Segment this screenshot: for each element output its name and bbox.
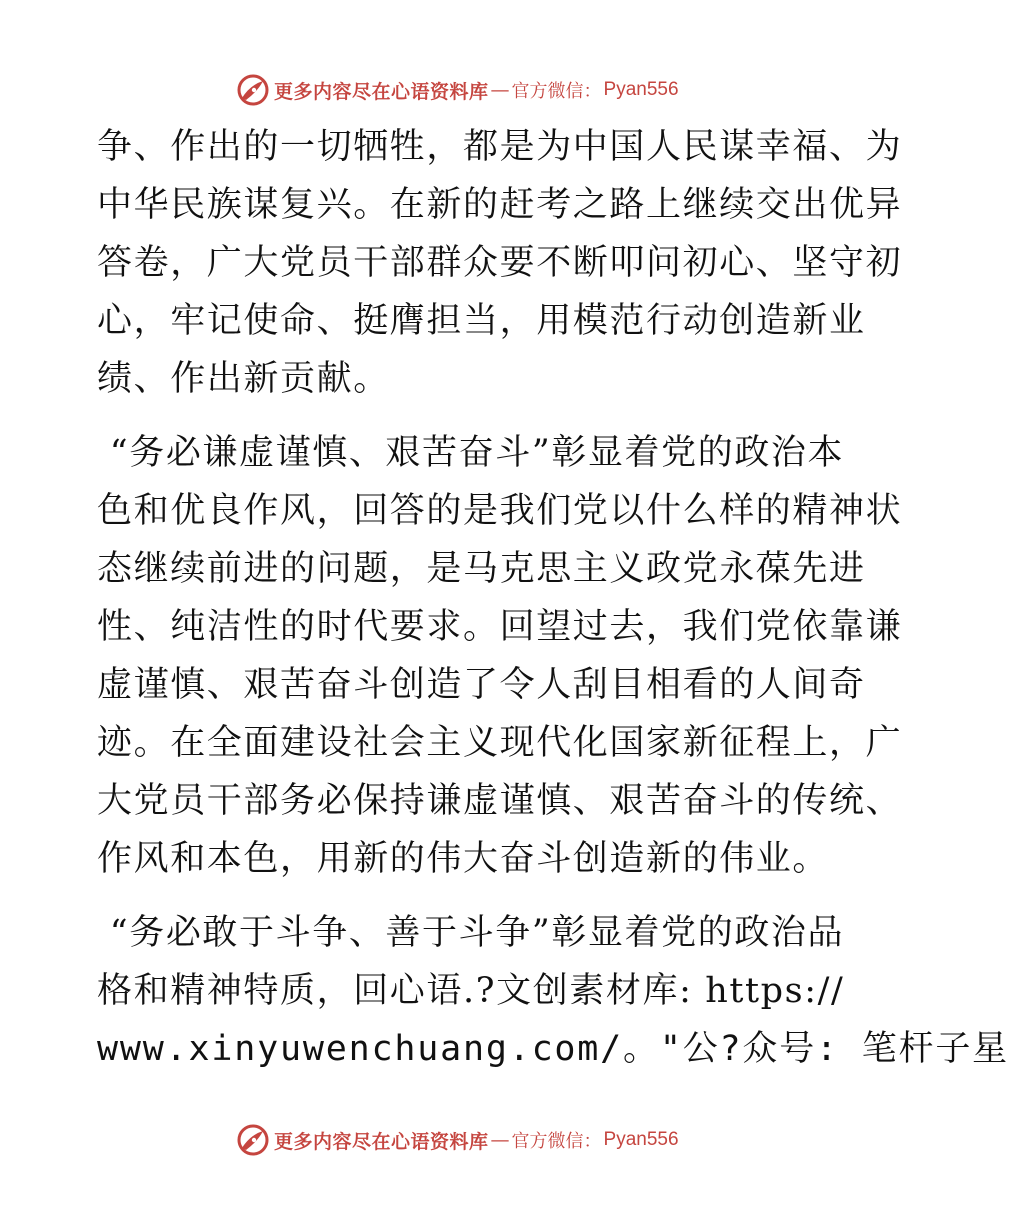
text-line: www.xinyuwenchuang.com/。"公?众号: 笔杆子星 [97,1029,1009,1069]
banner-dash: — [490,79,510,101]
text-line: 迹。在全面建设社会主义现代化国家新征程上，广 [97,723,903,763]
paragraph-3 [97,904,1009,1078]
header-banner [236,72,716,108]
banner-promo-text: 更多内容尽在心语资料库 [274,1130,489,1153]
paragraph-2 [97,424,903,888]
text-line: “务必谦虚谨慎、艰苦奋斗”彰显着党的政治本 [97,433,845,473]
text-line: 心，牢记使命、挺膺担当，用模范行动创造新业 [97,301,866,341]
text-line: 性、纯洁性的时代要求。回望过去，我们党依靠谦 [97,607,903,647]
text-line: 虚谨慎、艰苦奋斗创造了令人刮目相看的人间奇 [97,665,866,705]
text-line: 中华民族谋复兴。在新的赶考之路上继续交出优异 [97,185,903,225]
body-text [97,118,1009,1078]
banner-dash: — [490,1129,510,1151]
text-line: 争、作出的一切牺牲，都是为中国人民谋幸福、为 [97,127,903,167]
text-line: 作风和本色，用新的伟大奋斗创造新的伟业。 [97,839,830,879]
banner-promo-text: 更多内容尽在心语资料库 [274,80,489,103]
text-line: 绩、作出新贡献。 [97,359,390,399]
text-line: 色和优良作风，回答的是我们党以什么样的精神状 [97,491,903,531]
banner-wechat-label: 官方微信： [511,1131,602,1152]
banner-wechat-id: Pyan556 [603,1129,679,1150]
footer-banner [236,1122,716,1158]
pen-nib-logo-icon [236,73,270,107]
text-line: “务必敢于斗争、善于斗争”彰显着党的政治品 [97,913,845,953]
banner-wechat-label: 官方微信： [511,81,602,102]
text-line: 格和精神特质，回心语.?文创素材库: https:// [97,971,845,1011]
banner-wechat-id: Pyan556 [603,79,679,100]
text-line: 态继续前进的问题，是马克思主义政党永葆先进 [97,549,866,589]
text-line: 大党员干部务必保持谦虚谨慎、艰苦奋斗的传统、 [97,781,903,821]
text-line: 答卷，广大党员干部群众要不断叩问初心、坚守初 [97,243,903,283]
pen-nib-logo-icon [236,1123,270,1157]
paragraph-1 [97,118,903,408]
